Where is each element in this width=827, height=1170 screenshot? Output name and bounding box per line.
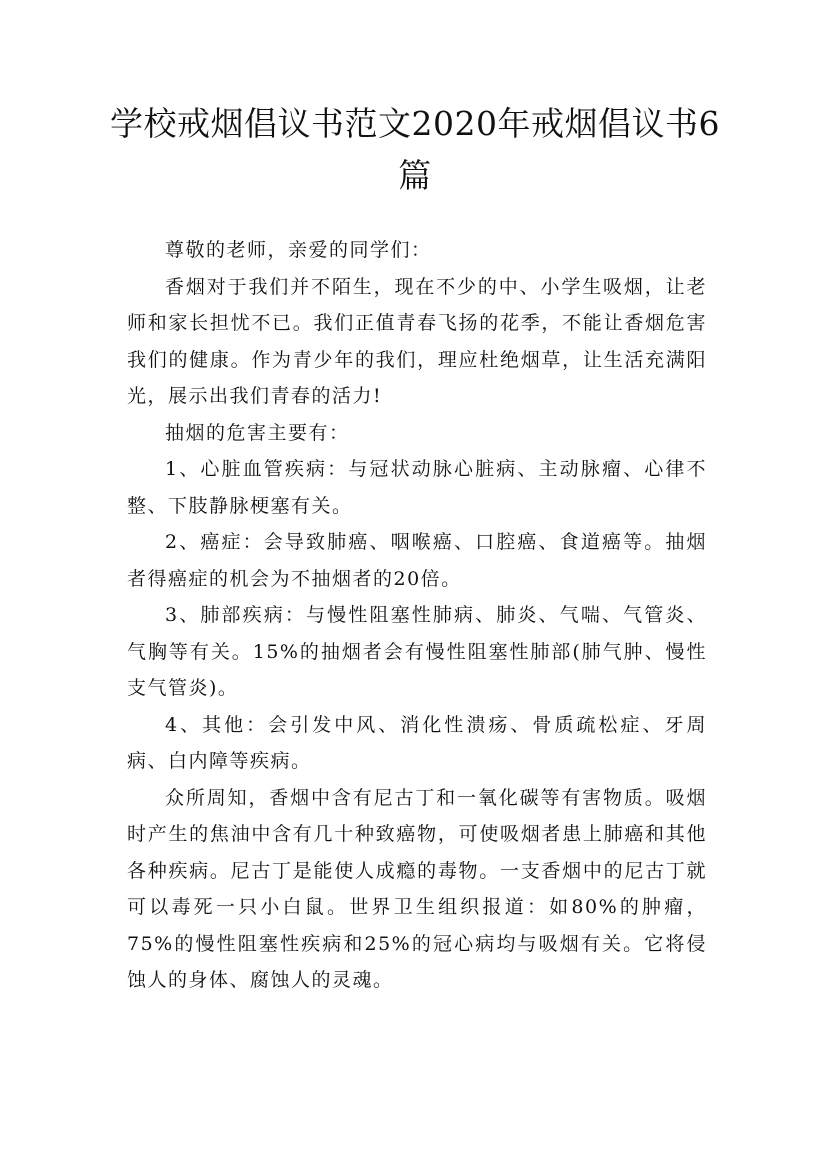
conclusion-paragraph: 众所周知，香烟中含有尼古丁和一氧化碳等有害物质。吸烟时产生的焦油中含有几十种致癌物，可使吸烟者患上肺癌和其他各种疾病。尼古丁是能使人成瘾的毒物。一支香烟中的尼古丁就可以毒死一只小白鼠。世界卫生组织报道：如80%的肿瘤，75%的慢性阻塞性疾病和25%的冠心病均与吸烟有关。它将侵蚀人的身体、腐蚀人的灵魂。 <box>127 786 707 991</box>
harms-heading-paragraph: 抽烟的危害主要有： <box>165 421 350 444</box>
harm-item-paragraph: 4、其他：会引发中风、消化性溃疡、骨质疏松症、牙周病、白内障等疾病。 <box>127 713 707 772</box>
harm-item-paragraph: 3、肺部疾病：与慢性阻塞性肺病、肺炎、气喘、气管炎、气胸等有关。15%的抽烟者会有慢性阻塞性肺部(肺气肿、慢性支气管炎)。 <box>127 604 707 699</box>
document-title: 学校戒烟倡议书范文2020年戒烟倡议书6篇 <box>110 104 720 195</box>
harm-item-paragraph: 2、癌症：会导致肺癌、咽喉癌、口腔癌、食道癌等。抽烟者得癌症的机会为不抽烟者的20倍。 <box>127 531 707 590</box>
harm-item-paragraph: 1、心脏血管疾病：与冠状动脉心脏病、主动脉瘤、心律不整、下肢静脉梗塞有关。 <box>127 458 707 517</box>
intro-paragraph: 香烟对于我们并不陌生，现在不少的中、小学生吸烟，让老师和家长担忧不已。我们正值青春飞扬的花季，不能让香烟危害我们的健康。作为青少年的我们，理应杜绝烟草，让生活充满阳光，展示出我们青春的活力! <box>127 275 707 407</box>
document-body <box>127 232 707 999</box>
salutation-paragraph: 尊敬的老师，亲爱的同学们： <box>165 239 432 261</box>
